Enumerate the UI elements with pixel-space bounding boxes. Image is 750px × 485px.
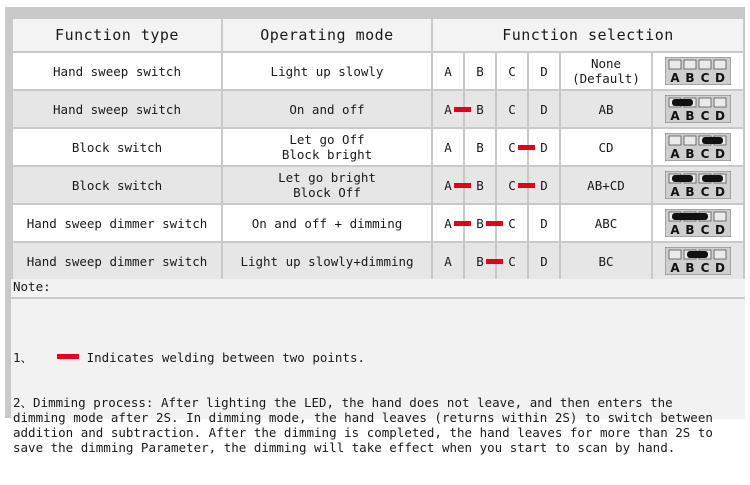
mode-line-1: Let go bright — [278, 170, 376, 185]
pad-letter: D — [540, 253, 548, 269]
svg-text:D: D — [715, 223, 725, 237]
pad-cell-c — [497, 53, 527, 89]
solder-pad-icon-cell — [653, 167, 743, 203]
selection-code: None — [590, 56, 622, 71]
svg-text:D: D — [715, 147, 725, 161]
pad-letter: B — [476, 215, 484, 231]
solder-pad-icon-cell — [653, 53, 743, 89]
pad-cell-a — [433, 129, 463, 165]
selection-code: BC — [598, 253, 614, 269]
pad-letter: C — [508, 215, 516, 231]
pad-cell-c — [497, 167, 527, 203]
weld-mark — [454, 221, 471, 226]
pad-letter: C — [508, 177, 516, 193]
weld-mark — [486, 259, 503, 264]
svg-text:D: D — [715, 109, 725, 123]
operating-mode-cell: On and off — [223, 91, 431, 127]
selection-code: ABC — [594, 215, 618, 231]
selection-code-note: (Default) — [572, 71, 640, 86]
weld-mark — [486, 221, 503, 226]
pad-cell-c — [497, 91, 527, 127]
note-item-2: 2、Dimming process: After lighting the LED, the hand does not leave, and then enters the dimming mode after 2S. In dimming mode, the hand leaves (returns within 2S) to switch between addition and subtraction. After the dimming is completed, the hand leaves for more than 2S to save the dimming Parameter, the dimming will take effect when you start to scan by hand. — [13, 395, 713, 455]
solder-pad-icon — [665, 133, 731, 161]
table-row — [13, 129, 743, 165]
solder-pad-icon-cell — [653, 205, 743, 241]
table-row — [13, 53, 743, 89]
svg-text:D: D — [715, 185, 725, 199]
operating-mode-cell: On and off + dimming — [223, 205, 431, 241]
pad-letter: B — [476, 63, 484, 79]
pad-cell-d — [529, 205, 559, 241]
function-type-cell: Hand sweep switch — [13, 91, 221, 127]
solder-pad-icon-cell — [653, 91, 743, 127]
weld-mark — [454, 107, 471, 112]
selection-code-cell — [561, 91, 651, 127]
solder-pad-icon — [665, 209, 731, 237]
table-row — [13, 91, 743, 127]
pad-letter: B — [476, 139, 484, 155]
note-item-1-prefix: 1、 — [13, 350, 34, 365]
table-row — [13, 243, 743, 279]
table-row — [13, 167, 743, 203]
selection-code-cell — [561, 129, 651, 165]
header-operating-mode: Operating mode — [223, 19, 431, 51]
selection-code-cell — [561, 167, 651, 203]
pad-letter: D — [540, 101, 548, 117]
pad-letter: C — [508, 253, 516, 269]
pad-letter: C — [508, 139, 516, 155]
svg-text:B: B — [685, 261, 695, 275]
svg-text:A: A — [670, 109, 680, 123]
svg-text:A: A — [670, 223, 680, 237]
selection-code: CD — [598, 139, 614, 155]
solder-pad-icon — [665, 57, 731, 85]
svg-text:C: C — [700, 261, 710, 275]
header-function-selection: Function selection — [433, 19, 743, 51]
operating-mode-cell — [223, 167, 431, 203]
notes-divider — [11, 297, 745, 299]
pad-letter: B — [476, 101, 484, 117]
pad-letter: C — [508, 101, 516, 117]
pad-cell-d — [529, 243, 559, 279]
svg-text:B: B — [685, 223, 695, 237]
svg-text:A: A — [670, 185, 680, 199]
notes-title: Note: — [13, 279, 51, 294]
selection-code-cell — [561, 205, 651, 241]
pad-cell-a — [433, 243, 463, 279]
svg-text:D: D — [715, 71, 725, 85]
pad-letter: D — [540, 63, 548, 79]
pad-cell-d — [529, 53, 559, 89]
pad-letter: A — [444, 101, 452, 117]
operating-mode-cell — [223, 129, 431, 165]
function-type-cell: Hand sweep dimmer switch — [13, 243, 221, 279]
pad-letter: D — [540, 177, 548, 193]
header-function-type: Function type — [13, 19, 221, 51]
svg-text:B: B — [685, 71, 695, 85]
pad-letter: D — [540, 215, 548, 231]
selection-code-cell — [561, 53, 651, 89]
pad-cell-b — [465, 243, 495, 279]
pad-letter: B — [476, 253, 484, 269]
pad-letter: A — [444, 63, 452, 79]
pad-cell-b — [465, 129, 495, 165]
svg-text:B: B — [685, 109, 695, 123]
pad-cell-a — [433, 53, 463, 89]
svg-text:C: C — [700, 71, 710, 85]
weld-mark — [518, 183, 535, 188]
pad-cell-d — [529, 91, 559, 127]
mode-line-1: Let go Off — [289, 132, 365, 147]
function-type-cell: Block switch — [13, 129, 221, 165]
svg-text:D: D — [715, 261, 725, 275]
pad-letter: A — [444, 253, 452, 269]
selection-code: AB+CD — [587, 177, 625, 193]
svg-text:B: B — [685, 147, 695, 161]
function-type-cell: Hand sweep switch — [13, 53, 221, 89]
svg-text:A: A — [670, 147, 680, 161]
pad-letter: A — [444, 215, 452, 231]
function-type-cell: Block switch — [13, 167, 221, 203]
solder-pad-icon — [665, 171, 731, 199]
svg-text:C: C — [700, 185, 710, 199]
pad-letter: D — [540, 139, 548, 155]
pad-cell-a — [433, 205, 463, 241]
pad-letter: C — [508, 63, 516, 79]
selection-code: AB — [598, 101, 614, 117]
pad-letter: B — [476, 177, 484, 193]
operating-mode-cell: Light up slowly+dimming — [223, 243, 431, 279]
pad-cell-a — [433, 91, 463, 127]
function-type-cell: Hand sweep dimmer switch — [13, 205, 221, 241]
solder-pad-icon — [665, 95, 731, 123]
spec-frame — [5, 7, 745, 455]
function-table — [11, 17, 745, 281]
svg-text:C: C — [700, 109, 710, 123]
svg-text:A: A — [670, 261, 680, 275]
pad-cell-b — [465, 53, 495, 89]
pad-letter: A — [444, 177, 452, 193]
selection-code-cell — [561, 243, 651, 279]
pad-cell-c — [497, 129, 527, 165]
weld-mark — [454, 183, 471, 188]
notes-panel — [11, 279, 745, 455]
weld-mark — [518, 145, 535, 150]
mode-line-2: Block Off — [293, 185, 361, 200]
solder-pad-icon-cell — [653, 129, 743, 165]
pad-letter: A — [444, 139, 452, 155]
operating-mode-cell: Light up slowly — [223, 53, 431, 89]
mode-line-2: Block bright — [281, 147, 373, 162]
table-row — [13, 205, 743, 241]
pad-cell-a — [433, 167, 463, 203]
svg-text:C: C — [700, 147, 710, 161]
notes-body — [13, 320, 743, 485]
svg-text:B: B — [685, 185, 695, 199]
solder-pad-icon — [665, 247, 731, 275]
svg-text:C: C — [700, 223, 710, 237]
note-item-1 — [13, 350, 743, 365]
weld-legend-mark — [57, 354, 79, 359]
solder-pad-icon-cell — [653, 243, 743, 279]
svg-text:A: A — [670, 71, 680, 85]
note-item-1-text: Indicates welding between two points. — [79, 350, 366, 365]
